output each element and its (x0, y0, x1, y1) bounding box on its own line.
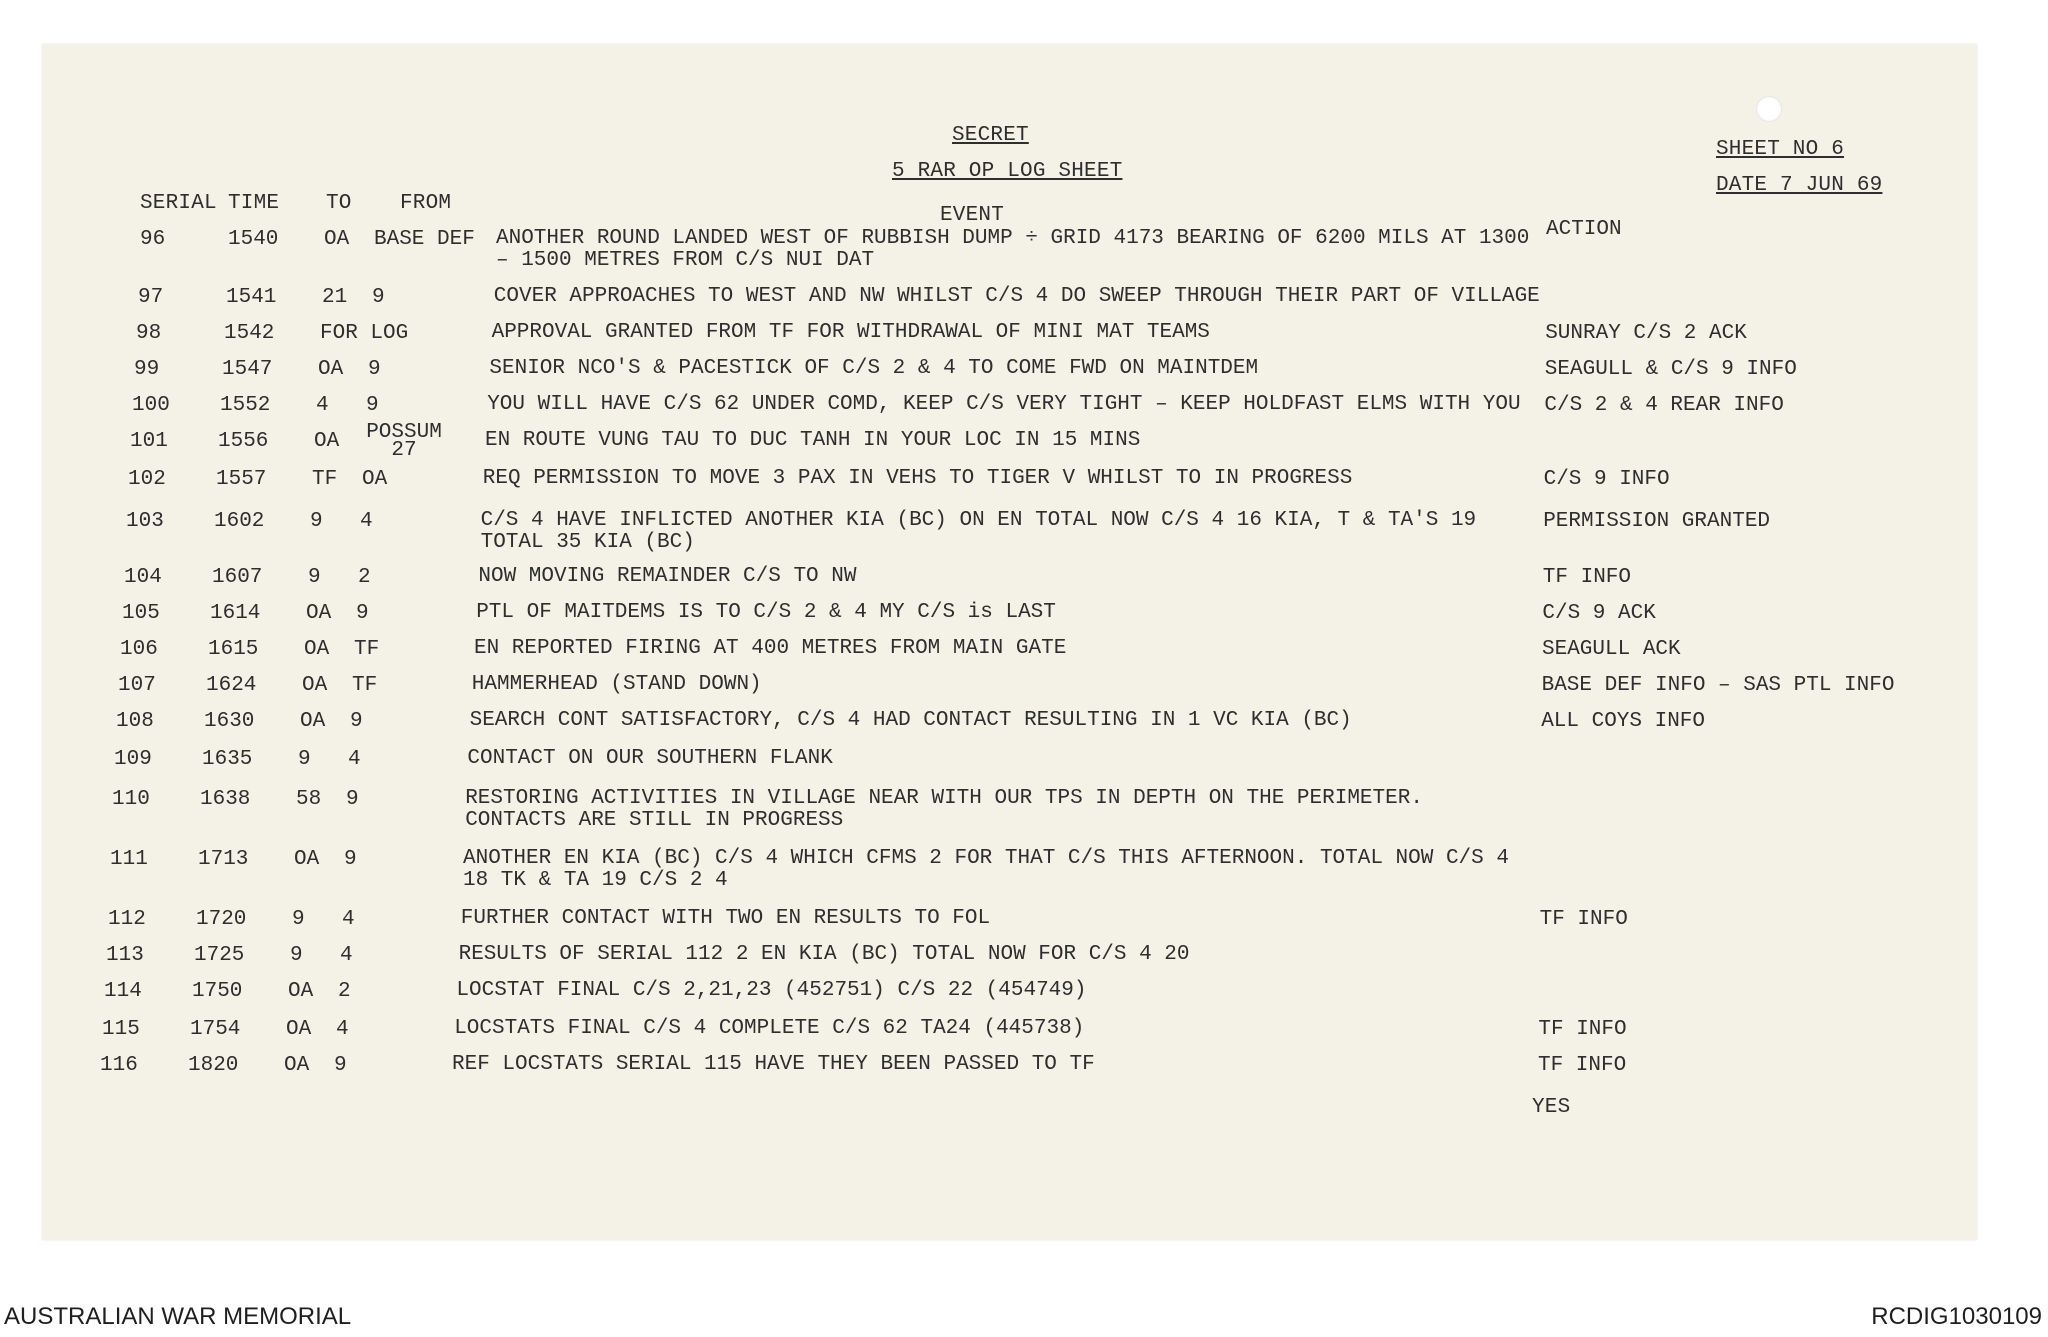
entry-from: 9 (344, 848, 357, 871)
entry-event: APPROVAL GRANTED FROM TF FOR WITHDRAWAL OF MINI MAT TEAMS (491, 321, 1210, 344)
entry-serial: 96 (140, 228, 166, 251)
entry-to: 9 (310, 510, 323, 533)
log-entry-row (0, 218, 2048, 272)
entry-time: 1820 (188, 1054, 239, 1077)
entry-time: 1552 (220, 394, 271, 417)
entry-serial: 102 (128, 468, 166, 491)
entry-from: 4 (336, 1018, 349, 1041)
entry-event: YOU WILL HAVE C/S 62 UNDER COMD, KEEP C/S VERY TIGHT – KEEP HOLDFAST ELMS WITH YOU (487, 393, 1521, 416)
log-entry-row (0, 358, 2048, 398)
entry-from: 2 (338, 980, 351, 1003)
entry-event: REQ PERMISSION TO MOVE 3 PAX IN VEHS TO TIGER V WHILST TO IN PROGRESS (482, 467, 1353, 490)
log-entry-row (0, 394, 2048, 434)
entry-to: TF (312, 468, 338, 491)
entry-serial: 112 (108, 908, 146, 931)
entry-serial: 108 (116, 710, 154, 733)
entry-event: ANOTHER ROUND LANDED WEST OF RUBBISH DUMP ÷ GRID 4173 BEARING OF 6200 MILS AT 1300 – 1500 METRES FROM C/S NUI DAT (496, 227, 1530, 272)
punch-hole (1756, 96, 1782, 122)
entry-time: 1607 (212, 566, 263, 589)
entry-time: 1754 (190, 1018, 241, 1041)
entry-from: BASE DEF (374, 228, 475, 251)
entry-event: FURTHER CONTACT WITH TWO EN RESULTS TO FOL (460, 907, 991, 930)
entry-time: 1750 (192, 980, 243, 1003)
log-entry-row (0, 286, 2048, 326)
entry-serial: 103 (126, 510, 164, 533)
entry-time: 1542 (224, 322, 275, 345)
entry-action: TF INFO (1538, 1018, 1627, 1041)
entry-event: NOW MOVING REMAINDER C/S TO NW (478, 565, 857, 588)
log-entry-row (0, 509, 2048, 554)
header-to: TO (326, 192, 352, 215)
entry-to: OA (314, 430, 340, 453)
entry-event: CONTACT ON OUR SOUTHERN FLANK (467, 747, 833, 770)
entry-to: OA (306, 602, 332, 625)
entry-serial: 116 (100, 1054, 138, 1077)
entry-from: 4 (360, 510, 373, 533)
entry-serial: 115 (102, 1018, 140, 1041)
entry-time: 1547 (222, 358, 273, 381)
footer-reference-id: RCDIG1030109 (1871, 1303, 2042, 1330)
entry-event: C/S 4 HAVE INFLICTED ANOTHER KIA (BC) ON EN TOTAL NOW C/S 4 16 KIA, T & TA'S 19 TOTAL 35 KIA (BC) (480, 509, 1477, 554)
entry-time: 1540 (228, 228, 279, 251)
entry-time: 1720 (196, 908, 247, 931)
entry-serial: 113 (106, 944, 144, 967)
entry-time: 1556 (218, 430, 269, 453)
entry-to: 9 (298, 748, 311, 771)
entry-from: 4 (340, 944, 353, 967)
header-time: TIME (228, 192, 280, 215)
entry-action: C/S 9 ACK (1542, 602, 1656, 625)
log-entry-row (0, 748, 2048, 788)
entry-serial: 111 (110, 848, 148, 871)
entry-to: OA (294, 848, 320, 871)
entry-action: PERMISSION GRANTED (1543, 510, 1771, 533)
entry-action: BASE DEF INFO – SAS PTL INFO (1541, 674, 1895, 697)
entry-serial: 107 (118, 674, 156, 697)
log-entry-row (0, 674, 2048, 714)
entry-from: 4 (342, 908, 355, 931)
entry-action: SEAGULL & C/S 9 INFO (1544, 358, 1797, 381)
entry-serial: 97 (138, 286, 164, 309)
entry-serial: 101 (130, 430, 168, 453)
entry-from: 9 (350, 710, 363, 733)
entry-time: 1541 (226, 286, 277, 309)
log-entry-row (0, 566, 2048, 606)
log-entry-row (0, 944, 2048, 984)
log-entry-row (0, 980, 2048, 1020)
entry-event: SENIOR NCO'S & PACESTICK OF C/S 2 & 4 TO COME FWD ON MAINTDEM (489, 357, 1259, 380)
entry-to: OA (318, 358, 344, 381)
entry-action: TF INFO (1539, 908, 1628, 931)
entry-to: OA (324, 228, 350, 251)
entry-from: 9 (334, 1054, 347, 1077)
log-entry-row (0, 421, 2048, 470)
entry-from: OA (362, 468, 388, 491)
header-from: FROM (400, 192, 452, 215)
entry-serial: 100 (132, 394, 170, 417)
log-entry-row (0, 908, 2048, 948)
entry-action: C/S 9 INFO (1543, 468, 1670, 491)
log-entry-row (0, 1018, 2048, 1058)
log-entry-row (0, 638, 2048, 678)
entry-to: OA (304, 638, 330, 661)
entry-from: 9 (372, 286, 385, 309)
entry-from: 4 (348, 748, 361, 771)
entry-to: 4 (316, 394, 329, 417)
entry-event: RESTORING ACTIVITIES IN VILLAGE NEAR WITH OUR TPS IN DEPTH ON THE PERIMETER. CONTACTS ARE STILL IN PROGRESS (465, 787, 1423, 832)
entry-from: 2 (358, 566, 371, 589)
entry-to: 9 (292, 908, 305, 931)
entry-to: 58 (296, 788, 322, 811)
entry-serial: 99 (134, 358, 160, 381)
entry-event: RESULTS OF SERIAL 112 2 EN KIA (BC) TOTAL NOW FOR C/S 4 20 (458, 943, 1190, 966)
entry-serial: 104 (124, 566, 162, 589)
entry-event: PTL OF MAITDEMS IS TO C/S 2 & 4 MY C/S is LAST (476, 601, 1056, 624)
entry-from: TF (354, 638, 380, 661)
entry-time: 1635 (202, 748, 253, 771)
header-event: EVENT (940, 204, 1005, 227)
entry-from: 9 (368, 358, 381, 381)
footer-institution: AUSTRALIAN WAR MEMORIAL (4, 1303, 352, 1330)
classification-heading: SECRET (952, 124, 1029, 147)
entry-time: 1614 (210, 602, 261, 625)
entry-time: 1638 (200, 788, 251, 811)
log-entry-row (0, 602, 2048, 642)
entry-time: 1602 (214, 510, 265, 533)
log-entry-row (0, 847, 2048, 892)
entry-action: TF INFO (1542, 566, 1632, 589)
entry-serial: 106 (120, 638, 158, 661)
entry-serial: 98 (136, 322, 162, 345)
entry-event: LOCSTATS FINAL C/S 4 COMPLETE C/S 62 TA24 (445738) (454, 1017, 1085, 1040)
entry-to: OA (300, 710, 326, 733)
entry-to: 9 (308, 566, 321, 589)
log-entry-row (0, 1054, 2048, 1094)
entry-serial: 114 (104, 980, 142, 1003)
entry-time: 1630 (204, 710, 255, 733)
log-entry-row (0, 710, 2048, 750)
sheet-date: DATE 7 JUN 69 (1716, 174, 1883, 197)
entry-action: ALL COYS INFO (1541, 710, 1706, 733)
entry-time: 1713 (198, 848, 249, 871)
entry-time: 1624 (206, 674, 257, 697)
entry-from: 9 (346, 788, 359, 811)
entry-action: TF INFO (1538, 1054, 1627, 1077)
entry-to: OA (284, 1054, 310, 1077)
entry-from: POSSUM 27 (366, 421, 442, 462)
entry-to: OA (302, 674, 328, 697)
entry-serial: 109 (114, 748, 152, 771)
entry-event: LOCSTAT FINAL C/S 2,21,23 (452751) C/S 22 (454749) (456, 979, 1087, 1002)
entry-to: OA (286, 1018, 312, 1041)
entry-to: 9 (290, 944, 303, 967)
header-serial: SERIAL (140, 192, 217, 215)
entry-event: SEARCH CONT SATISFACTORY, C/S 4 HAD CONTACT RESULTING IN 1 VC KIA (BC) (469, 709, 1352, 732)
entry-action: SEAGULL ACK (1542, 638, 1681, 661)
entry-time: 1557 (216, 468, 267, 491)
entry-event: REF LOCSTATS SERIAL 115 HAVE THEY BEEN PASSED TO TF (452, 1053, 1095, 1076)
entry-from: 9 (356, 602, 369, 625)
entry-action: SUNRAY C/S 2 ACK (1545, 322, 1747, 345)
entry-action: C/S 2 & 4 REAR INFO (1544, 394, 1784, 417)
entry-event: ANOTHER EN KIA (BC) C/S 4 WHICH CFMS 2 FOR THAT C/S THIS AFTERNOON. TOTAL NOW C/S 4 18 TK & TA 19 C/S 2 4 (463, 847, 1509, 892)
sheet-number: SHEET NO 6 (1716, 138, 1845, 161)
entry-event: EN REPORTED FIRING AT 400 METRES FROM MAIN GATE (474, 637, 1067, 660)
entry-action: ACTION (1546, 218, 1622, 241)
entry-serial: 110 (112, 788, 150, 811)
trailing-action: YES (1532, 1096, 1571, 1119)
entry-time: 1725 (194, 944, 245, 967)
log-entry-row (0, 322, 2048, 362)
entry-event: COVER APPROACHES TO WEST AND NW WHILST C/S 4 DO SWEEP THROUGH THEIR PART OF VILLAGE (493, 285, 1540, 308)
entry-serial: 105 (122, 602, 160, 625)
entry-from: 9 (366, 394, 379, 417)
document-title: 5 RAR OP LOG SHEET (892, 160, 1123, 183)
entry-to: FOR LOG (320, 322, 409, 345)
entry-event: EN ROUTE VUNG TAU TO DUC TANH IN YOUR LOC IN 15 MINS (485, 429, 1141, 452)
entry-event: HAMMERHEAD (STAND DOWN) (471, 673, 762, 696)
entry-time: 1615 (208, 638, 259, 661)
log-entry-row (0, 787, 2048, 832)
entry-from: TF (352, 674, 378, 697)
entry-to: 21 (322, 286, 348, 309)
log-entry-row (0, 468, 2048, 508)
entry-to: OA (288, 980, 314, 1003)
